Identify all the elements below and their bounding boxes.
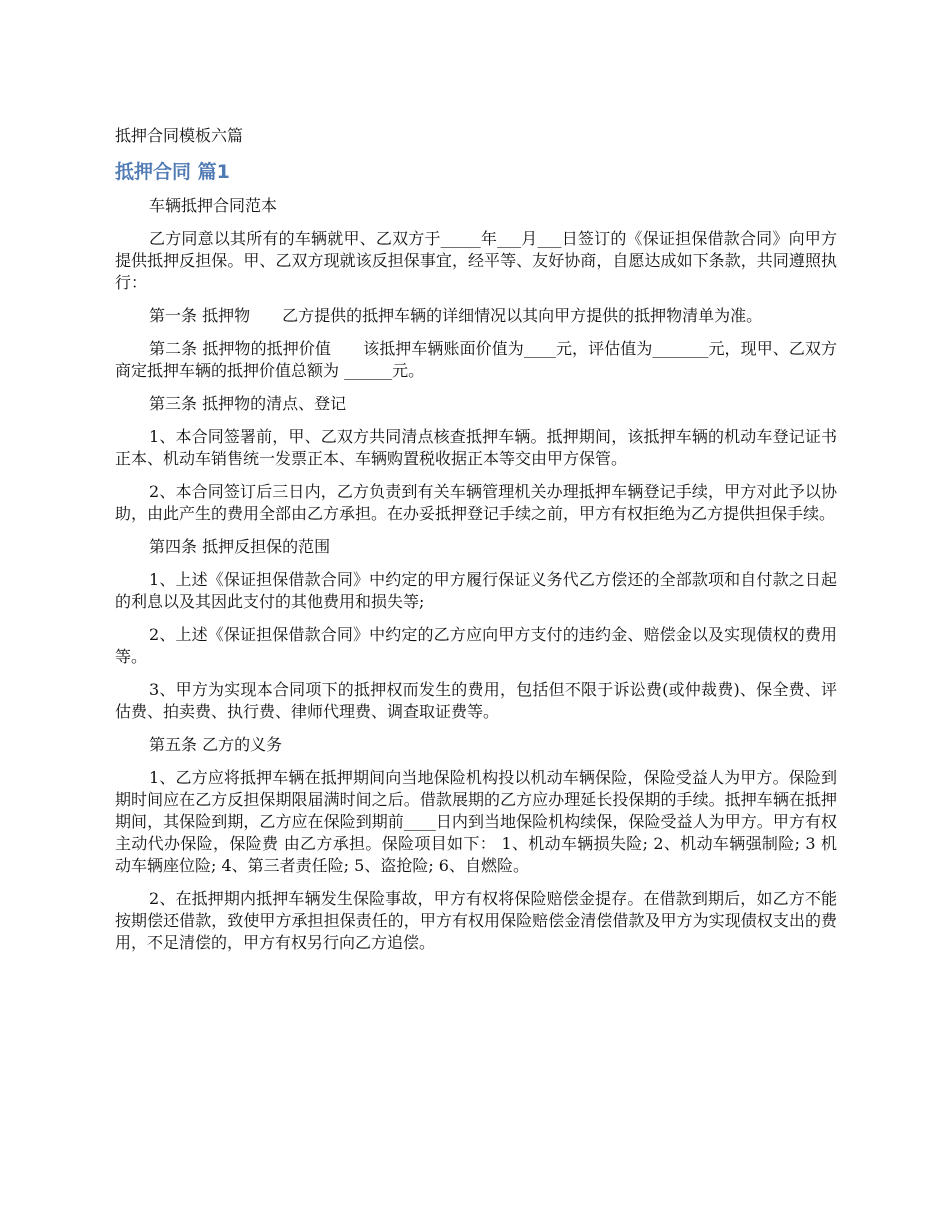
paragraph-preamble: 乙方同意以其所有的车辆就甲、乙双方于_____年___月___日签订的《保证担保借款合同》向甲方提供抵押反担保。甲、乙双方现就该反担保事宜，经平等、友好协商，自愿达成如下条款，共同遵照执行：	[115, 229, 837, 292]
paragraph-article-4-item-1: 1、上述《保证担保借款合同》中约定的甲方履行保证义务代乙方偿还的全部款项和自付款之日起的利息以及其因此支付的其他费用和损失等;	[115, 570, 837, 611]
paragraph-contract-name: 车辆抵押合同范本	[149, 196, 278, 215]
paragraph-article-3-item-2: 2、本合同签订后三日内，乙方负责到有关车辆管理机关办理抵押车辆登记手续，甲方对此予以协助，由此产生的费用全部由乙方承担。在办妥抵押登记手续之前，甲方有权拒绝为乙方提供担保手续。	[115, 482, 837, 523]
document-page	[115, 125, 837, 965]
paragraph-article-4-item-3: 3、甲方为实现本合同项下的抵押权而发生的费用，包括但不限于诉讼费(或仲裁费)、保全费、评估费、拍卖费、执行费、律师代理费、调查取证费等。	[115, 680, 837, 721]
paragraph-article-3-heading: 第三条 抵押物的清点、登记	[149, 394, 347, 413]
paragraph-article-3-item-1: 1、本合同签署前，甲、乙双方共同清点核查抵押车辆。抵押期间，该抵押车辆的机动车登记证书正本、机动车销售统一发票正本、车辆购置税收据正本等交由甲方保管。	[115, 427, 837, 468]
paragraph-article-4-heading: 第四条 抵押反担保的范围	[149, 537, 331, 556]
paragraph-article-4-item-2: 2、上述《保证担保借款合同》中约定的乙方应向甲方支付的违约金、赔偿金以及实现债权的费用等。	[115, 625, 837, 666]
section-heading: 抵押合同 篇1	[115, 161, 230, 183]
paragraph-article-5-item-2: 2、在抵押期内抵押车辆发生保险事故，甲方有权将保险赔偿金提存。在借款到期后，如乙方不能按期偿还借款，致使甲方承担担保责任的，甲方有权用保险赔偿金清偿借款及甲方为实现债权支出的费用，不足清偿的，甲方有权另行向乙方追偿。	[115, 889, 837, 952]
paragraph-article-5-item-1: 1、乙方应将抵押车辆在抵押期间向当地保险机构投以机动车辆保险，保险受益人为甲方。保险到期时间应在乙方反担保期限届满时间之后。借款展期的乙方应办理延长投保期的手续。抵押车辆在抵押期间，其保险到期，乙方应在保险到期前____日内到当地保险机构续保，保险受益人为甲方。甲方有权主动代办保险，保险费 由乙方承担。保险项目如下： 1、机动车辆损失险; 2、机动车辆强制险; 3 机动车辆座位险; 4、第三者责任险; 5、盗抢险; 6、自燃险。	[115, 768, 837, 875]
document-title: 抵押合同模板六篇	[115, 126, 244, 145]
paragraph-article-5-heading: 第五条 乙方的义务	[149, 735, 283, 754]
paragraph-article-2: 第二条 抵押物的抵押价值 该抵押车辆账面价值为____元，评估值为_______元，现甲、乙双方商定抵押车辆的抵押价值总额为 ______元。	[115, 339, 837, 380]
paragraph-article-1: 第一条 抵押物 乙方提供的抵押车辆的详细情况以其向甲方提供的抵押物清单为准。	[149, 306, 763, 325]
